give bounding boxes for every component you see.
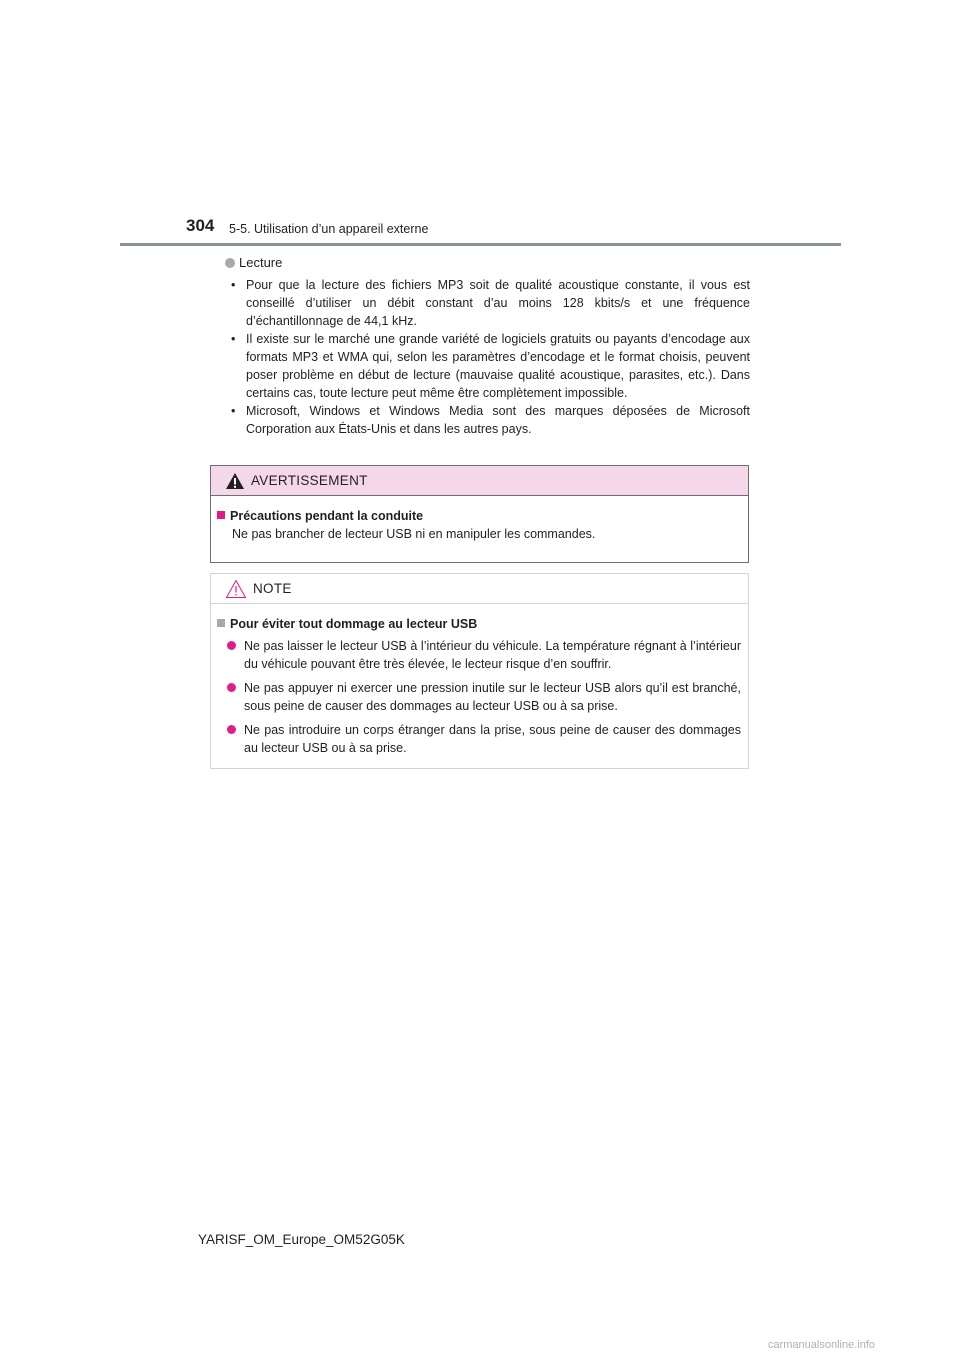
list-item: • Microsoft, Windows et Windows Media sont des marques déposées de Microsoft Corporation aux États-Unis et dans les autres pays. — [229, 402, 750, 438]
square-bullet-icon — [217, 511, 225, 519]
warning-triangle-icon — [225, 472, 245, 490]
lecture-heading — [225, 255, 750, 270]
lecture-heading-text: Lecture — [239, 255, 283, 270]
note-header — [211, 574, 748, 604]
document-id: YARISF_OM_Europe_OM52G05K — [198, 1232, 405, 1247]
note-subheading: Pour éviter tout dommage au lecteur USB — [217, 617, 741, 631]
warning-subheading: Précautions pendant la conduite — [217, 509, 734, 523]
list-item: Ne pas introduire un corps étranger dans la prise, sous peine de causer des dommages au lecteur USB ou à sa prise. — [217, 721, 741, 757]
bullet-dot-icon — [225, 258, 235, 268]
bullet-dot-icon — [227, 641, 236, 650]
caution-triangle-icon — [225, 579, 247, 599]
watermark: carmanualsonline.info — [768, 1339, 876, 1351]
square-bullet-icon — [217, 619, 225, 627]
list-item: • Il existe sur le marché une grande variété de logiciels gratuits ou payants d’encodage aux formats MP3 et WMA qui, selon les paramètres d’encodage et le format choisis, peuvent poser problème en début de lecture (mauvaise qualité acoustique, parasites, etc.). Dans certains cas, toute lecture peut même être complètement impossible. — [229, 330, 750, 402]
lecture-list — [225, 276, 750, 438]
lecture-section — [225, 255, 750, 438]
warning-box — [210, 465, 749, 563]
note-box — [210, 573, 749, 769]
list-item: • Pour que la lecture des fichiers MP3 soit de qualité acoustique constante, il vous est conseillé d’utiliser un débit constant d’au moins 128 kbits/s et une fréquence d’échantillonnage de 44,1 kHz. — [229, 276, 750, 330]
section-title: 5-5. Utilisation d’un appareil externe — [229, 222, 429, 236]
list-item: Ne pas appuyer ni exercer une pression inutile sur le lecteur USB alors qu’il est branché, sous peine de causer des dommages au lecteur USB ou à sa prise. — [217, 679, 741, 715]
page-number: 304 — [186, 216, 215, 235]
warning-title: AVERTISSEMENT — [251, 473, 368, 488]
note-title: NOTE — [253, 581, 292, 596]
bullet-dot-icon — [227, 725, 236, 734]
bullet-dot-icon — [227, 683, 236, 692]
warning-text: Ne pas brancher de lecteur USB ni en manipuler les commandes. — [232, 527, 596, 541]
list-item: Ne pas laisser le lecteur USB à l’intérieur du véhicule. La température régnant à l’intérieur du véhicule pouvant être très élevée, le lecteur risque d’en souffrir. — [217, 637, 741, 673]
warning-header — [211, 466, 748, 496]
header-rule — [120, 243, 841, 246]
